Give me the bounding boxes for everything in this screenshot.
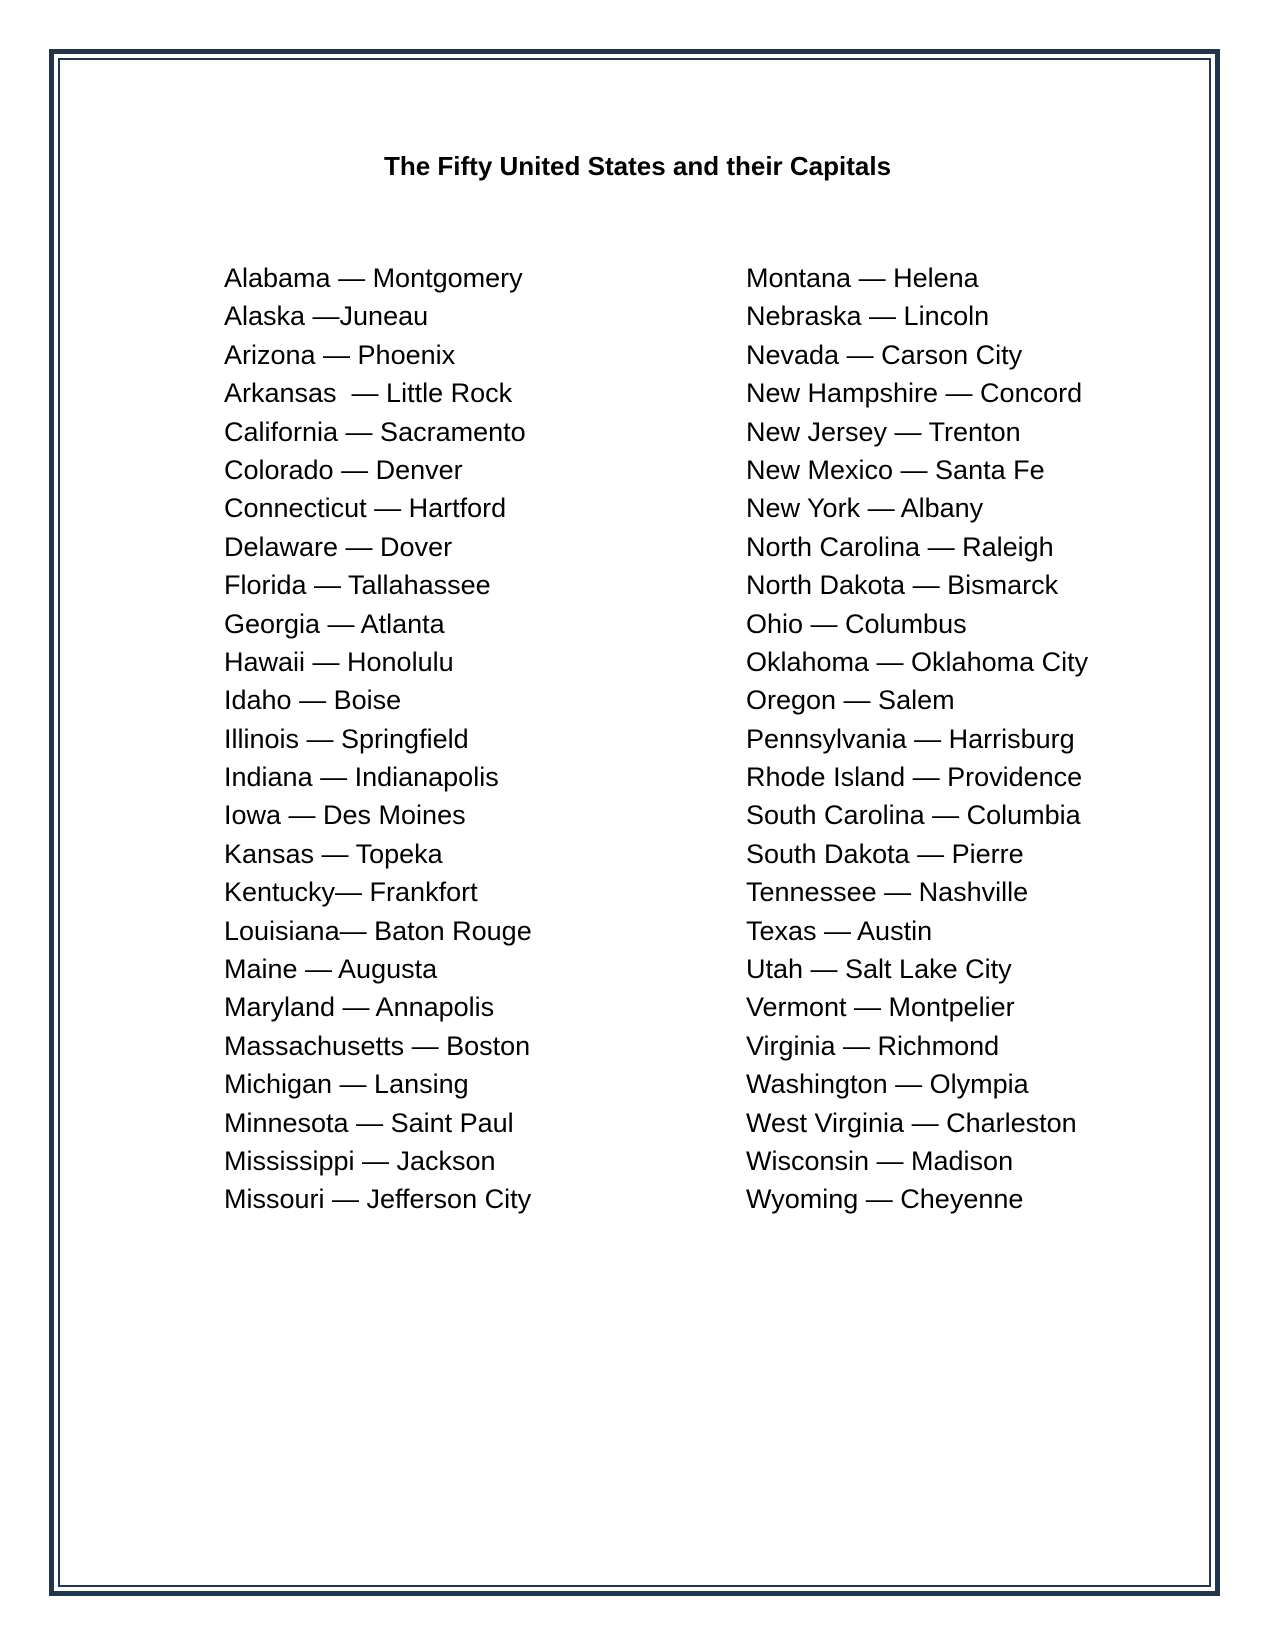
list-item-state-capital: Colorado — Denver — [224, 454, 463, 485]
list-item-state-capital: New Hampshire — Concord — [746, 378, 1083, 409]
list-item-state-capital: Ohio — Columbus — [746, 608, 967, 639]
list-item-state-capital: Washington — Olympia — [746, 1069, 1029, 1100]
list-item-state-capital: Virginia — Richmond — [746, 1030, 1000, 1061]
list-item-state-capital: Maryland — Annapolis — [224, 992, 495, 1023]
list-item-state-capital: North Carolina — Raleigh — [746, 531, 1054, 562]
list-item-state-capital: New York — Albany — [746, 493, 984, 524]
right-column-list — [746, 259, 1088, 1219]
list-item-state-capital: Utah — Salt Lake City — [746, 954, 1012, 985]
list-item-state-capital: Nevada — Carson City — [746, 339, 1023, 370]
list-item-state-capital: Florida — Tallahassee — [224, 570, 491, 601]
list-item-state-capital: Idaho — Boise — [224, 685, 402, 716]
list-item-state-capital: Montana — Helena — [746, 263, 979, 293]
list-item-state-capital: Nebraska — Lincoln — [746, 301, 990, 332]
list-item-state-capital: Kentucky— Frankfort — [224, 877, 478, 908]
list-item-state-capital: South Carolina — Columbia — [746, 800, 1081, 831]
list-item-state-capital: New Mexico — Santa Fe — [746, 454, 1045, 485]
list-item-state-capital: Illinois — Springfield — [224, 723, 469, 754]
list-item-state-capital: New Jersey — Trenton — [746, 416, 1021, 447]
document-title: The Fifty United States and their Capitals — [383, 151, 892, 181]
list-item-state-capital: Minnesota — Saint Paul — [224, 1107, 514, 1138]
list-item-state-capital: Maine — Augusta — [224, 954, 438, 985]
list-item-state-capital: Hawaii — Honolulu — [224, 646, 454, 677]
list-item-state-capital: Tennessee — Nashville — [746, 877, 1029, 908]
list-item-state-capital: Oklahoma — Oklahoma City — [746, 646, 1089, 677]
list-item-state-capital: Kansas — Topeka — [224, 838, 443, 869]
list-item-state-capital: Wyoming — Cheyenne — [746, 1184, 1024, 1215]
list-item-state-capital: Alaska —Juneau — [224, 301, 429, 332]
list-item-state-capital: Louisiana— Baton Rouge — [224, 915, 532, 946]
list-item-state-capital: North Dakota — Bismarck — [746, 570, 1059, 601]
left-column-list — [224, 259, 532, 1219]
list-item-state-capital: Connecticut — Hartford — [224, 493, 507, 524]
list-item-state-capital: Massachusetts — Boston — [224, 1030, 531, 1061]
list-item-state-capital: Rhode Island — Providence — [746, 762, 1083, 793]
list-item-state-capital: Mississippi — Jackson — [224, 1145, 496, 1176]
list-item-state-capital: Oregon — Salem — [746, 685, 955, 716]
list-item-state-capital: Texas — Austin — [746, 915, 933, 946]
list-item-state-capital: Vermont — Montpelier — [746, 992, 1015, 1023]
list-item-state-capital: Pennsylvania — Harrisburg — [746, 723, 1075, 754]
list-item-state-capital: Arkansas — Little Rock — [224, 378, 513, 409]
list-item-state-capital: South Dakota — Pierre — [746, 838, 1024, 869]
list-item-state-capital: California — Sacramento — [224, 416, 526, 447]
list-item-state-capital: Arizona — Phoenix — [224, 339, 456, 370]
list-item-state-capital: Michigan — Lansing — [224, 1069, 469, 1100]
list-item-state-capital: Indiana — Indianapolis — [224, 762, 499, 793]
list-item-state-capital: Alabama — Montgomery — [224, 263, 523, 293]
list-item-state-capital: Wisconsin — Madison — [746, 1145, 1014, 1176]
list-item-state-capital: Iowa — Des Moines — [224, 800, 466, 831]
list-item-state-capital: West Virginia — Charleston — [746, 1107, 1077, 1138]
list-item-state-capital: Georgia — Atlanta — [224, 608, 445, 639]
list-item-state-capital: Missouri — Jefferson City — [224, 1184, 532, 1215]
list-item-state-capital: Delaware — Dover — [224, 531, 453, 562]
